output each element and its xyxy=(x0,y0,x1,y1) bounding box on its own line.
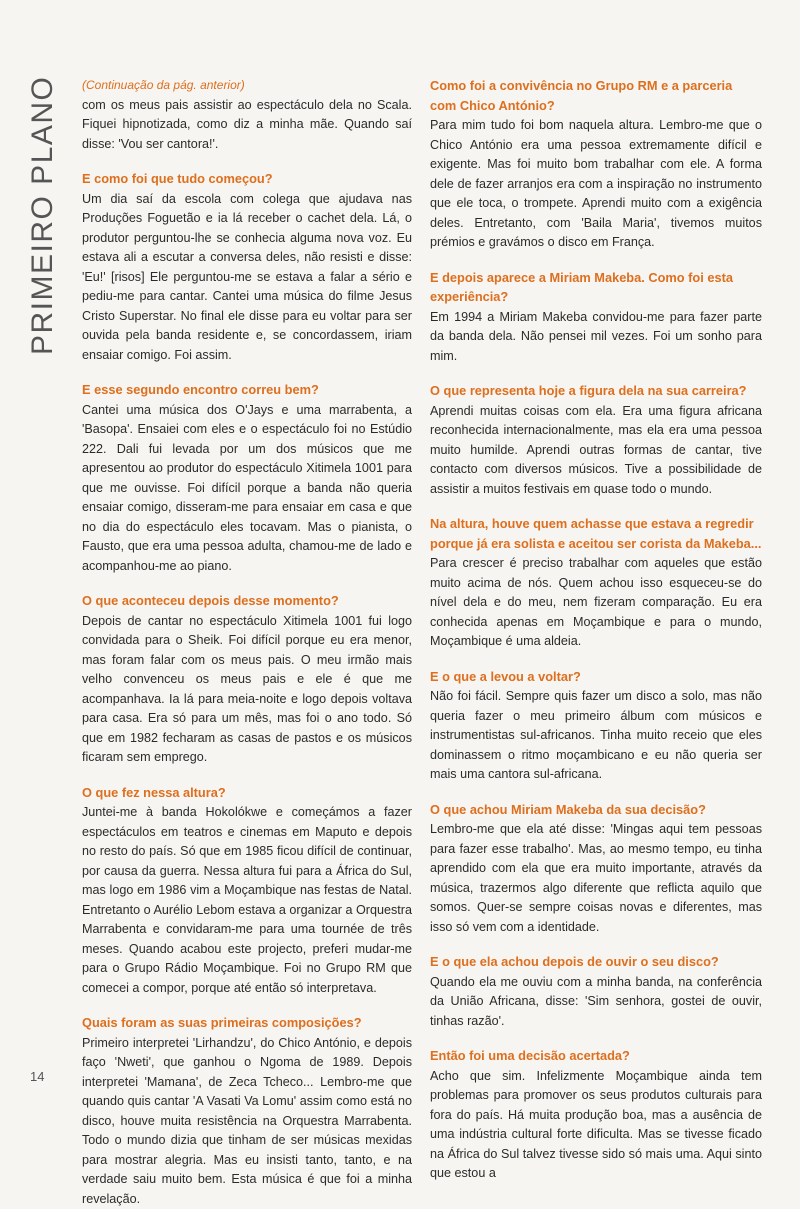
section-label: PRIMEIRO PLANO xyxy=(26,76,60,355)
continuation-note: (Continuação da pág. anterior) xyxy=(82,76,412,96)
answer-paragraph: Para crescer é preciso trabalhar com aqueles que estão muito acima de nós. Quem achou isso esqueceu-se do nível dela e do meu, nem fizeram comparação. Eu era conhecida apenas em Moçambique e para o mundo, Moçambique é uma aldeia. xyxy=(430,554,762,652)
answer-paragraph: Lembro-me que ela até disse: 'Mingas aqui tem pessoas para fazer esse trabalho'. Mas, ao mesmo tempo, eu tinha aprendido com ela que era muito importante, através da música, trazermos algo diferente que reflicta aquilo que somos. Quer-se sempre coisas novas e diferentes, mas isso só vem com a identidade. xyxy=(430,820,762,937)
question-heading: O que aconteceu depois desse momento? xyxy=(82,591,412,611)
question-heading: E o que a levou a voltar? xyxy=(430,667,762,687)
question-heading: E esse segundo encontro correu bem? xyxy=(82,380,412,400)
question-heading: E como foi que tudo começou? xyxy=(82,169,412,189)
answer-paragraph: Juntei-me à banda Hokolókwe e começámos a fazer espectáculos em teatros e cinemas em Maputo e depois no resto do país. Só que em 1985 ficou difícil de continuar, por causa da guerra. Nessa altura fui para a África do Sul, mas logo em 1986 vim a Moçambique nas festas de Natal. Entretanto o Aurélio Lebom estava a organizar a Orquestra Marrabenta e convidaram-me para uma tournée de três meses. Quando acabou este projecto, preferi mudar-me para o Grupo Rádio Moçambique. Foi no Grupo RM que comecei a compor, porque até então só interpretava. xyxy=(82,803,412,998)
answer-paragraph: Não foi fácil. Sempre quis fazer um disco a solo, mas não queria fazer o meu primeiro álbum com músicos e instrumentistas sul-africanos. Tinha muito receio que eles dominassem o ritmo moçambicano e eu não queria ser mais uma cantora sul-africana. xyxy=(430,687,762,785)
question-heading: Quais foram as suas primeiras composições? xyxy=(82,1013,412,1033)
answer-paragraph: Depois de cantar no espectáculo Xitimela 1001 fui logo convidada para o Sheik. Foi difícil porque eu era menor, mas foram falar com os meus pais. O meu irmão mais velho convenceu os meus pais e ele é que me acompanhava. Ia lá para meia-noite e logo depois voltava para casa. Era só para um mês, mas foi o ano todo. Só que em 1982 fecharam as casas de pastos e os músicos ficaram sem emprego. xyxy=(82,612,412,768)
question-heading: E depois aparece a Miriam Makeba. Como foi esta experiência? xyxy=(430,268,762,307)
left-column xyxy=(82,76,412,1209)
answer-paragraph: Um dia saí da escola com colega que ajudava nas Produções Foguetão e ia lá receber o cachet dela. Lá, o produtor perguntou-lhe se conhecia alguma nova voz. Eu estava ali a escutar a conversa deles, não resisti e disse: 'Eu!' [risos] Ele perguntou-me se estava a falar a sério e pediu-me para cantar. Cantei uma música do filme Jesus Cristo Superstar. No final ele disse para eu voltar para ser ouvida pela banda residente e, se concordassem, iriam ensaiar comigo. Foi assim. xyxy=(82,190,412,366)
question-heading: O que fez nessa altura? xyxy=(82,783,412,803)
question-heading: Então foi uma decisão acertada? xyxy=(430,1046,762,1066)
question-heading: E o que ela achou depois de ouvir o seu disco? xyxy=(430,952,762,972)
answer-paragraph: Quando ela me ouviu com a minha banda, na conferência da União Africana, disse: 'Sim senhora, gostei de ouvir, tinhas razão'. xyxy=(430,973,762,1032)
answer-paragraph: Em 1994 a Miriam Makeba convidou-me para fazer parte da banda dela. Não pensei mil vezes. Foi um sonho para mim. xyxy=(430,308,762,367)
question-heading: O que representa hoje a figura dela na sua carreira? xyxy=(430,381,762,401)
intro-paragraph: com os meus pais assistir ao espectáculo dela no Scala. Fiquei hipnotizada, como diz a minha mãe. Quando saí disse: 'Vou ser cantora!'. xyxy=(82,96,412,155)
question-heading: O que achou Miriam Makeba da sua decisão? xyxy=(430,800,762,820)
answer-paragraph: Para mim tudo foi bom naquela altura. Lembro-me que o Chico António era uma pessoa extremamente difícil e exigente. Mas foi muito bom trabalhar com ele. A forma dele de fazer arranjos era com a inspiração no instrumento que ele toca, o trompete. Aprendi muito com a exigência deles. Entretanto, com 'Baila Maria', tivemos muitos prémios e gravámos o disco em França. xyxy=(430,116,762,253)
right-column xyxy=(430,76,762,1184)
answer-paragraph: Aprendi muitas coisas com ela. Era uma figura africana reconhecida internacionalmente, mas ela era uma pessoa muito humilde. Aprendi outras formas de cantar, tive contacto com diversos músicos. Tive a possibilidade de assistir a muitos festivais em quase todo o mundo. xyxy=(430,402,762,500)
answer-paragraph: Cantei uma música dos O'Jays e uma marrabenta, a 'Basopa'. Ensaiei com eles e o espectáculo foi no Estúdio 222. Dali fui levada por um dos músicos que me apresentou ao produtor do espectáculo Xitimela 1001 para que me ouvisse. Foi difícil porque a banda não queria ensaiar comigo, disseram-me para ensaiar em casa e que no dia do espectáculo eles tocavam. Mas o pianista, o Fausto, que era uma pessoa adulta, chamou-me de lado e acompanhou-me ao piano. xyxy=(82,401,412,577)
answer-paragraph: Acho que sim. Infelizmente Moçambique ainda tem problemas para promover os seus produtos culturais para fora do país. Há muita produção boa, mas a ausência de uma indústria cultural forte dificulta. Mas se tivesse ficado na África do Sul talvez tivesse sido só mais uma. Aqui sinto que estou a xyxy=(430,1067,762,1184)
answer-paragraph: Primeiro interpretei 'Lirhandzu', do Chico António, e depois faço 'Nweti', que ganhou o Ngoma de 1989. Depois interpretei 'Mamana', de Zeca Tcheco... Lembro-me que quando quis cantar 'A Vasati Va Lomu' assim como está no disco, houve muita resistência na Orquestra Marrabenta. Todo o mundo dizia que tinham de ser músicas mexidas para mostrar alegria. Mas eu insisti tanto, tanto, e na verdade saiu muito bem. Esta música é que foi a minha revelação. xyxy=(82,1034,412,1209)
question-heading: Como foi a convivência no Grupo RM e a parceria com Chico António? xyxy=(430,76,762,115)
page-number: 14 xyxy=(30,1069,44,1084)
question-heading: Na altura, houve quem achasse que estava a regredir porque já era solista e aceitou ser corista da Makeba... xyxy=(430,514,762,553)
